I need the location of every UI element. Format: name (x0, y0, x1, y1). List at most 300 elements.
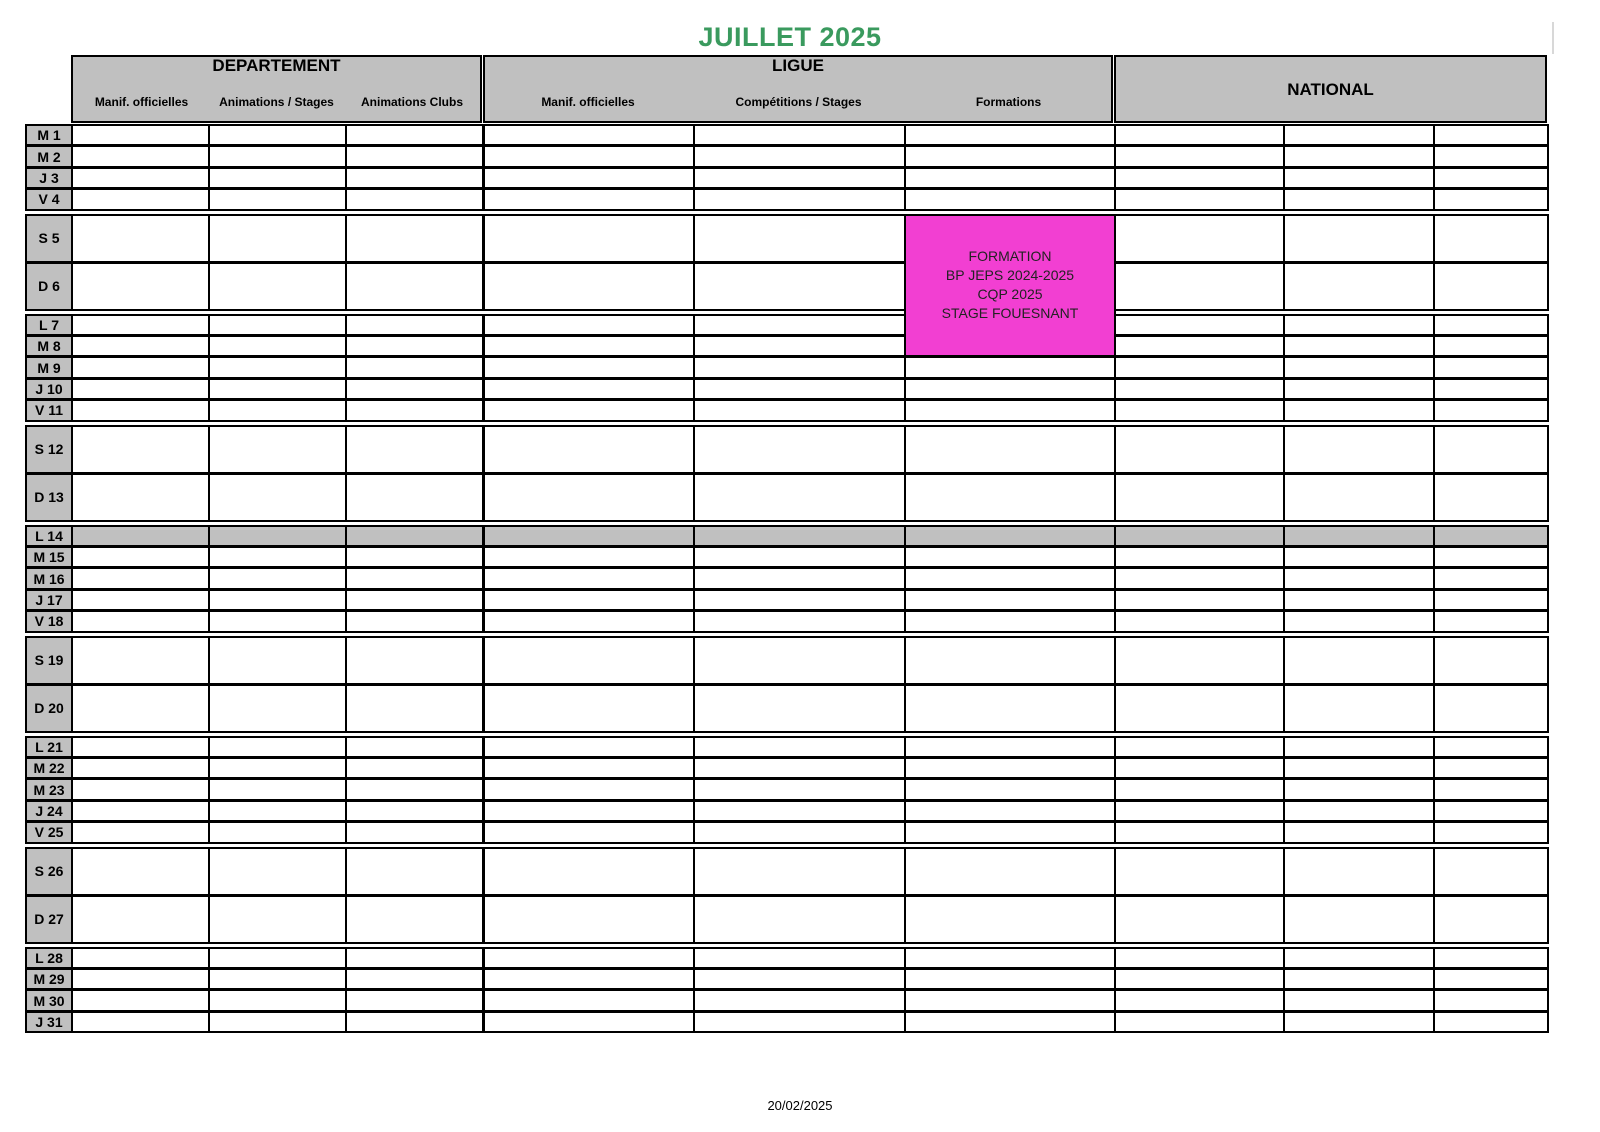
day-cell[interactable] (1433, 356, 1549, 378)
day-cell[interactable] (208, 589, 347, 611)
day-cell[interactable] (1433, 847, 1549, 896)
day-cell[interactable] (71, 821, 210, 843)
day-cell[interactable] (904, 989, 1116, 1011)
day-cell[interactable] (1283, 800, 1435, 822)
day-cell[interactable] (483, 145, 695, 167)
day-cell[interactable] (1433, 425, 1549, 474)
day-label: M 23 (25, 778, 71, 800)
day-cell[interactable] (1114, 567, 1285, 589)
day-cell[interactable] (71, 214, 210, 263)
day-cell[interactable] (1433, 473, 1549, 522)
day-cell[interactable] (208, 989, 347, 1011)
day-cell[interactable] (1433, 124, 1549, 146)
day-cell[interactable] (208, 378, 347, 400)
day-cell[interactable] (71, 757, 210, 779)
day-cell[interactable] (208, 546, 347, 568)
day-cell[interactable] (208, 214, 347, 263)
day-cell[interactable] (345, 473, 484, 522)
day-cell[interactable] (1433, 684, 1549, 733)
day-cell[interactable] (345, 800, 484, 822)
day-cell[interactable] (693, 610, 906, 632)
day-cell[interactable] (483, 800, 695, 822)
day-cell[interactable] (483, 525, 695, 547)
day-cell[interactable] (904, 378, 1116, 400)
day-cell[interactable] (71, 989, 210, 1011)
day-cell[interactable] (483, 546, 695, 568)
col-header-ligue-manif: Manif. officielles (541, 95, 635, 109)
day-cell[interactable] (1283, 778, 1435, 800)
day-cell[interactable] (483, 821, 695, 843)
day-cell[interactable] (1283, 546, 1435, 568)
day-cell[interactable] (1114, 757, 1285, 779)
day-cell[interactable] (71, 473, 210, 522)
day-cell[interactable] (1114, 989, 1285, 1011)
day-cell[interactable] (1114, 610, 1285, 632)
day-cell[interactable] (693, 356, 906, 378)
day-cell[interactable] (1433, 378, 1549, 400)
day-cell[interactable] (483, 567, 695, 589)
day-cell[interactable] (483, 378, 695, 400)
day-cell[interactable] (1433, 188, 1549, 210)
day-cell[interactable] (904, 473, 1116, 522)
day-cell[interactable] (1433, 399, 1549, 421)
day-cell[interactable] (208, 821, 347, 843)
day-cell[interactable] (483, 314, 695, 336)
day-cell[interactable] (1114, 800, 1285, 822)
day-cell[interactable] (1433, 145, 1549, 167)
day-cell[interactable] (71, 167, 210, 189)
day-cell[interactable] (693, 636, 906, 685)
day-cell[interactable] (71, 546, 210, 568)
day-cell[interactable] (483, 684, 695, 733)
day-cell[interactable] (1433, 610, 1549, 632)
day-cell[interactable] (71, 378, 210, 400)
day-cell[interactable] (208, 124, 347, 146)
day-cell[interactable] (483, 778, 695, 800)
day-cell[interactable] (208, 262, 347, 311)
day-cell[interactable] (1283, 262, 1435, 311)
day-cell[interactable] (1283, 167, 1435, 189)
day-cell[interactable] (693, 757, 906, 779)
day-cell[interactable] (71, 356, 210, 378)
day-cell[interactable] (483, 214, 695, 263)
day-label: V 25 (25, 821, 71, 843)
day-cell[interactable] (483, 847, 695, 896)
day-cell[interactable] (904, 546, 1116, 568)
day-cell[interactable] (1283, 636, 1435, 685)
day-cell[interactable] (693, 188, 906, 210)
day-cell[interactable] (1433, 335, 1549, 357)
page-title: JUILLET 2025 (698, 22, 882, 52)
day-cell[interactable] (693, 473, 906, 522)
day-cell[interactable] (693, 378, 906, 400)
day-cell[interactable] (71, 610, 210, 632)
day-cell[interactable] (71, 947, 210, 969)
day-cell[interactable] (693, 821, 906, 843)
col-header-ligue-competitions: Compétitions / Stages (735, 95, 862, 109)
day-label: L 28 (25, 947, 71, 969)
day-cell[interactable] (208, 314, 347, 336)
day-cell[interactable] (1114, 821, 1285, 843)
day-cell[interactable] (345, 947, 484, 969)
day-cell[interactable] (904, 188, 1116, 210)
day-cell[interactable] (208, 968, 347, 990)
day-cell[interactable] (208, 425, 347, 474)
day-cell[interactable] (1433, 314, 1549, 336)
day-cell[interactable] (208, 1011, 347, 1033)
day-cell[interactable] (483, 124, 695, 146)
day-cell[interactable] (208, 800, 347, 822)
day-cell[interactable] (71, 589, 210, 611)
day-cell[interactable] (345, 525, 484, 547)
day-cell[interactable] (208, 895, 347, 944)
day-cell[interactable] (483, 895, 695, 944)
day-cell[interactable] (1283, 989, 1435, 1011)
day-label: L 21 (25, 736, 71, 758)
day-cell[interactable] (345, 847, 484, 896)
day-cell[interactable] (71, 124, 210, 146)
day-cell[interactable] (1114, 124, 1285, 146)
day-cell[interactable] (208, 610, 347, 632)
day-cell[interactable] (71, 188, 210, 210)
day-cell[interactable] (345, 567, 484, 589)
day-label: S 26 (25, 847, 71, 896)
day-cell[interactable] (904, 968, 1116, 990)
day-cell[interactable] (483, 636, 695, 685)
day-cell[interactable] (1114, 847, 1285, 896)
day-cell[interactable] (1114, 473, 1285, 522)
day-cell[interactable] (483, 989, 695, 1011)
day-cell[interactable] (345, 356, 484, 378)
day-cell[interactable] (345, 821, 484, 843)
day-cell[interactable] (345, 425, 484, 474)
day-cell[interactable] (345, 378, 484, 400)
day-cell[interactable] (71, 262, 210, 311)
day-cell[interactable] (693, 214, 906, 263)
day-cell[interactable] (904, 124, 1116, 146)
day-label: J 31 (25, 1011, 71, 1033)
day-cell[interactable] (208, 188, 347, 210)
day-cell[interactable] (345, 684, 484, 733)
day-cell[interactable] (71, 399, 210, 421)
day-cell[interactable] (693, 847, 906, 896)
day-cell[interactable] (1114, 546, 1285, 568)
day-cell[interactable] (208, 525, 347, 547)
day-cell[interactable] (345, 1011, 484, 1033)
day-cell[interactable] (1114, 684, 1285, 733)
day-cell[interactable] (904, 167, 1116, 189)
day-cell[interactable] (1433, 546, 1549, 568)
day-cell[interactable] (483, 610, 695, 632)
day-cell[interactable] (904, 684, 1116, 733)
day-cell[interactable] (1114, 895, 1285, 944)
day-cell[interactable] (1283, 145, 1435, 167)
day-cell[interactable] (483, 757, 695, 779)
day-cell[interactable] (345, 589, 484, 611)
day-cell[interactable] (483, 399, 695, 421)
day-cell[interactable] (345, 989, 484, 1011)
day-cell[interactable] (345, 736, 484, 758)
day-cell[interactable] (1433, 989, 1549, 1011)
day-cell[interactable] (1283, 214, 1435, 263)
day-cell[interactable] (904, 610, 1116, 632)
day-cell[interactable] (693, 968, 906, 990)
day-cell[interactable] (693, 684, 906, 733)
day-cell[interactable] (1283, 757, 1435, 779)
day-label: M 9 (25, 356, 71, 378)
day-cell[interactable] (345, 124, 484, 146)
day-cell[interactable] (1283, 335, 1435, 357)
day-cell[interactable] (1283, 684, 1435, 733)
day-cell[interactable] (208, 778, 347, 800)
day-label: D 13 (25, 473, 71, 522)
day-cell[interactable] (1114, 262, 1285, 311)
day-cell[interactable] (208, 947, 347, 969)
day-cell[interactable] (345, 546, 484, 568)
day-cell[interactable] (71, 567, 210, 589)
day-cell[interactable] (208, 167, 347, 189)
day-cell[interactable] (71, 800, 210, 822)
day-cell[interactable] (483, 736, 695, 758)
day-cell[interactable] (1114, 214, 1285, 263)
day-cell[interactable] (1114, 167, 1285, 189)
day-cell[interactable] (71, 314, 210, 336)
day-cell[interactable] (1283, 399, 1435, 421)
day-cell[interactable] (71, 145, 210, 167)
day-cell[interactable] (345, 262, 484, 311)
day-cell[interactable] (1283, 847, 1435, 896)
day-cell[interactable] (208, 684, 347, 733)
day-cell[interactable] (1433, 1011, 1549, 1033)
day-cell[interactable] (71, 778, 210, 800)
day-cell[interactable] (345, 167, 484, 189)
day-cell[interactable] (1433, 262, 1549, 311)
day-cell[interactable] (483, 589, 695, 611)
day-cell[interactable] (1283, 425, 1435, 474)
day-cell[interactable] (345, 214, 484, 263)
day-cell[interactable] (483, 1011, 695, 1033)
day-cell[interactable] (1283, 968, 1435, 990)
day-label: J 17 (25, 589, 71, 611)
day-cell[interactable] (1114, 314, 1285, 336)
day-cell[interactable] (345, 968, 484, 990)
day-cell[interactable] (1433, 167, 1549, 189)
day-cell[interactable] (71, 968, 210, 990)
day-cell[interactable] (693, 589, 906, 611)
day-label: V 18 (25, 610, 71, 632)
day-cell[interactable] (1433, 214, 1549, 263)
day-cell[interactable] (71, 525, 210, 547)
day-cell[interactable] (345, 188, 484, 210)
day-cell[interactable] (1114, 145, 1285, 167)
group-ligue: LIGUE (772, 56, 824, 75)
day-cell[interactable] (693, 335, 906, 357)
day-cell[interactable] (904, 821, 1116, 843)
day-cell[interactable] (1283, 610, 1435, 632)
day-cell[interactable] (1283, 525, 1435, 547)
day-cell[interactable] (904, 800, 1116, 822)
day-label: M 29 (25, 968, 71, 990)
day-cell[interactable] (1114, 1011, 1285, 1033)
day-cell[interactable] (71, 335, 210, 357)
day-cell[interactable] (904, 425, 1116, 474)
day-cell[interactable] (345, 636, 484, 685)
day-cell[interactable] (904, 589, 1116, 611)
day-cell[interactable] (1114, 947, 1285, 969)
day-cell[interactable] (1283, 821, 1435, 843)
day-cell[interactable] (1114, 378, 1285, 400)
day-cell[interactable] (1114, 589, 1285, 611)
day-label: M 22 (25, 757, 71, 779)
day-cell[interactable] (71, 636, 210, 685)
day-cell[interactable] (1433, 525, 1549, 547)
day-cell[interactable] (1283, 1011, 1435, 1033)
day-cell[interactable] (693, 567, 906, 589)
day-cell[interactable] (71, 684, 210, 733)
day-cell[interactable] (1114, 736, 1285, 758)
day-cell[interactable] (1114, 335, 1285, 357)
day-cell[interactable] (483, 262, 695, 311)
day-cell[interactable] (693, 262, 906, 311)
day-cell[interactable] (483, 356, 695, 378)
day-cell[interactable] (1114, 525, 1285, 547)
day-cell[interactable] (1283, 188, 1435, 210)
day-cell[interactable] (71, 847, 210, 896)
day-cell[interactable] (345, 335, 484, 357)
footer-date: 20/02/2025 (767, 1098, 833, 1113)
day-cell[interactable] (1283, 473, 1435, 522)
day-cell[interactable] (904, 399, 1116, 421)
day-cell[interactable] (483, 968, 695, 990)
group-departement: DEPARTEMENT (212, 56, 341, 75)
day-cell[interactable] (208, 736, 347, 758)
event-formation-bpjeps[interactable] (904, 214, 1116, 358)
day-cell[interactable] (1433, 778, 1549, 800)
day-cell[interactable] (693, 947, 906, 969)
day-cell[interactable] (1114, 356, 1285, 378)
day-cell[interactable] (693, 895, 906, 944)
day-cell[interactable] (904, 757, 1116, 779)
day-cell[interactable] (71, 895, 210, 944)
day-cell[interactable] (1433, 636, 1549, 685)
day-cell[interactable] (1283, 378, 1435, 400)
day-cell[interactable] (1433, 968, 1549, 990)
day-cell[interactable] (693, 399, 906, 421)
day-cell[interactable] (345, 145, 484, 167)
day-cell[interactable] (71, 425, 210, 474)
day-cell[interactable] (693, 525, 906, 547)
day-cell[interactable] (1114, 778, 1285, 800)
day-cell[interactable] (1433, 736, 1549, 758)
day-cell[interactable] (693, 167, 906, 189)
day-cell[interactable] (483, 473, 695, 522)
day-label: S 5 (25, 214, 71, 263)
day-cell[interactable] (904, 356, 1116, 378)
event-line-2: BP JEPS 2024-2025 (945, 267, 1075, 284)
day-cell[interactable] (483, 947, 695, 969)
day-cell[interactable] (693, 314, 906, 336)
day-cell[interactable] (1114, 188, 1285, 210)
day-cell[interactable] (1433, 757, 1549, 779)
event-line-4: STAGE FOUESNANT (941, 305, 1079, 322)
day-cell[interactable] (1114, 425, 1285, 474)
day-cell[interactable] (1433, 821, 1549, 843)
day-cell[interactable] (1433, 567, 1549, 589)
day-cell[interactable] (693, 124, 906, 146)
day-cell[interactable] (345, 895, 484, 944)
day-cell[interactable] (1114, 636, 1285, 685)
day-cell[interactable] (693, 425, 906, 474)
day-cell[interactable] (208, 145, 347, 167)
day-cell[interactable] (693, 736, 906, 758)
day-cell[interactable] (483, 425, 695, 474)
day-cell[interactable] (345, 314, 484, 336)
day-cell[interactable] (1283, 356, 1435, 378)
day-cell[interactable] (904, 895, 1116, 944)
day-cell[interactable] (1433, 800, 1549, 822)
day-cell[interactable] (208, 757, 347, 779)
day-cell[interactable] (1283, 947, 1435, 969)
col-header-dept-animations-stages: Animations / Stages (219, 95, 334, 109)
day-cell[interactable] (693, 145, 906, 167)
day-cell[interactable] (1433, 947, 1549, 969)
day-cell[interactable] (1433, 895, 1549, 944)
day-cell[interactable] (904, 636, 1116, 685)
day-cell[interactable] (1283, 589, 1435, 611)
day-cell[interactable] (208, 356, 347, 378)
day-cell[interactable] (904, 525, 1116, 547)
day-cell[interactable] (345, 778, 484, 800)
day-cell[interactable] (904, 847, 1116, 896)
day-cell[interactable] (71, 1011, 210, 1033)
day-cell[interactable] (208, 567, 347, 589)
day-cell[interactable] (208, 847, 347, 896)
day-cell[interactable] (693, 1011, 906, 1033)
day-cell[interactable] (904, 145, 1116, 167)
day-cell[interactable] (1283, 895, 1435, 944)
day-cell[interactable] (693, 778, 906, 800)
page-edge-mark (1552, 22, 1554, 54)
day-cell[interactable] (208, 473, 347, 522)
day-cell[interactable] (904, 947, 1116, 969)
day-cell[interactable] (483, 188, 695, 210)
day-cell[interactable] (1283, 124, 1435, 146)
day-cell[interactable] (345, 757, 484, 779)
day-cell[interactable] (208, 636, 347, 685)
day-cell[interactable] (904, 778, 1116, 800)
day-cell[interactable] (345, 399, 484, 421)
day-cell[interactable] (904, 1011, 1116, 1033)
day-cell[interactable] (904, 567, 1116, 589)
day-cell[interactable] (71, 736, 210, 758)
day-cell[interactable] (208, 399, 347, 421)
day-cell[interactable] (483, 335, 695, 357)
day-cell[interactable] (483, 167, 695, 189)
day-cell[interactable] (693, 546, 906, 568)
day-cell[interactable] (904, 736, 1116, 758)
day-cell[interactable] (693, 989, 906, 1011)
day-cell[interactable] (693, 800, 906, 822)
day-cell[interactable] (1433, 589, 1549, 611)
day-cell[interactable] (208, 335, 347, 357)
day-cell[interactable] (1283, 314, 1435, 336)
day-cell[interactable] (1283, 567, 1435, 589)
day-cell[interactable] (345, 610, 484, 632)
day-cell[interactable] (1114, 968, 1285, 990)
day-cell[interactable] (1283, 736, 1435, 758)
day-cell[interactable] (1114, 399, 1285, 421)
day-label: J 3 (25, 167, 71, 189)
